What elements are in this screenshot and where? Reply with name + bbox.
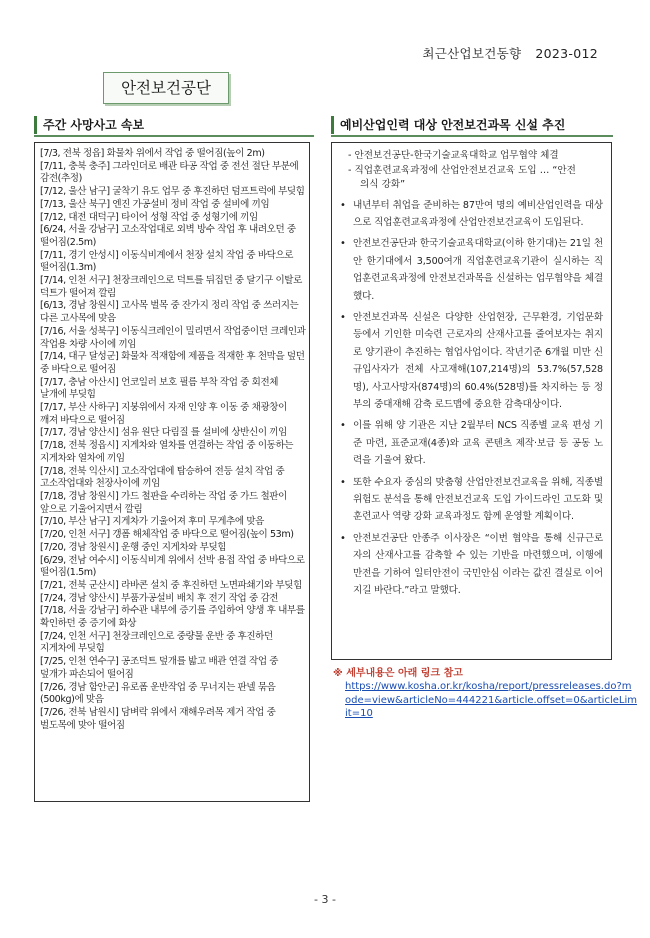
accident-item: [7/11, 경기 안성시] 이동식비계에서 천장 설치 작업 중 바닥으로 떨어짐(1.3m): [40, 249, 294, 274]
paragraph-text: 안전보건과목 신설은 다양한 산업현장, 근무환경, 기업문화 등에서 기인한 미숙련 근로자의 산재사고를 줄여보자는 취지로 양기관이 추진하는 협업사업이다. 작년기준 6개월 미만 신규입사자가 전체 사고재해(107,214명)의 53.7%(57,528명), 사고사망자(874명)의 60.4%(528명)를 차지하는 등 정부의 중대재해 감축 로드맵에 중요한 감축대상이다.: [353, 311, 603, 410]
paragraph-text: 또한 수요자 중심의 맞춤형 산업안전보건교육을 위해, 직종별 위험도 분석을 통해 안전보건교육 도입 가이드라인 고도화 및 훈련교사 역량 강화 교육과정도 함께 운영할 계획이다.: [353, 476, 603, 523]
accident-item: [7/18, 전북 정읍시] 지게차와 열차를 연결하는 작업 중 이동하는 지게차와 열차에 끼임: [40, 440, 294, 464]
agency-title-box: 안전보건공단: [103, 72, 229, 104]
accident-list: [34, 142, 310, 802]
accident-item: [7/17, 부산 사하구] 지붕위에서 자재 인양 후 이동 중 채광창이 깨져 바닥으로 떨어짐: [40, 402, 287, 426]
news-paragraph: [340, 235, 603, 305]
accident-item: [7/18, 경남 창원시] 가드 철판을 수리하는 작업 중 가드 철판이 앞으로 기울어지면서 깔림: [40, 490, 287, 515]
accident-item: [7/17, 충남 아산시] 언코일러 보호 필름 부착 작업 중 회전체 날개에 부딪힘: [40, 376, 279, 401]
accident-item: [7/3, 전북 정읍] 화물차 위에서 작업 중 떨어짐(높이 2m): [40, 148, 265, 159]
news-paragraph: [340, 309, 603, 413]
accident-item: [7/17, 경남 양산시] 섬유 원단 다림질 를 설비에 상반신이 끼임: [40, 427, 287, 439]
paragraph-text: 내년부터 취업을 준비하는 87만여 명의 예비산업인력을 대상으로 직업훈련교육과정에 산업안전보건교육이 도입된다.: [353, 199, 603, 228]
accident-item: [6/24, 서울 강남구] 고소작업대로 외벽 방수 작업 후 내려오던 중 떨어짐(2.5m): [40, 224, 296, 248]
bullet-icon: •: [340, 311, 346, 323]
accident-item: [6/29, 전남 여수시] 이동식비계 위에서 선박 용접 작업 중 바닥으로 떨어짐(1.5m): [40, 554, 305, 579]
weekly-fatal-accidents-title: 주간 사망사고 속보: [34, 116, 321, 134]
paragraph-text: 이를 위해 양 기관은 지난 2월부터 NCS 직종별 교육 편성 기준 마련, 표준교재(4종)와 교육 콘텐츠 제작·보급 등 공동 노력을 기울여 왔다.: [353, 420, 603, 467]
accident-item: [7/10, 부산 남구] 지게차가 기울어져 후미 무게추에 맞음: [40, 516, 265, 528]
accident-item: [7/21, 전북 군산시] 라바콘 설치 중 후진하던 노면파쇄기와 부딪힘: [40, 579, 302, 591]
accident-item: [7/12, 울산 남구] 굴착기 유도 업무 중 후진하던 덤프트럭에 부딪힘: [40, 186, 305, 198]
news-paragraph: [340, 197, 603, 232]
accident-item: [7/25, 인천 연수구] 공조덕트 덮개를 밟고 배관 연결 작업 중 덮개가 파손되어 떨어짐: [40, 656, 279, 680]
issue-number: 2023-012: [535, 46, 598, 61]
news-content: [331, 142, 612, 660]
accident-item: [7/18, 전북 익산시] 고소작업대에 탑승하여 전등 설치 작업 중 고소작업대와 천장사이에 끼임: [40, 465, 285, 490]
subheading: 의식 강화”: [360, 179, 406, 190]
section-divider-right: [331, 135, 613, 137]
accident-item: [7/20, 경남 창원시] 운행 중인 지게차와 부딪힘: [40, 541, 227, 553]
accident-item: [7/20, 인천 서구] 갱폼 해체작업 중 바닥으로 떨어짐(높이 53m): [40, 529, 294, 541]
accident-item: [7/16, 서울 성북구] 이동식크레인이 밀리면서 작업중이던 크레인과 작업용 차량 사이에 끼임: [40, 325, 306, 350]
accident-item: [7/18, 서울 강남구] 하수관 내부에 증기를 주입하여 양생 후 내부를 확인하던 중 증기에 화상: [40, 605, 305, 630]
news-paragraph: [340, 474, 603, 526]
accident-item: [7/14, 인천 서구] 천장크레인으로 덕트를 뒤집던 중 달기구 이탈로 덕트가 떨어져 깔림: [40, 275, 302, 299]
news-paragraph: [340, 530, 603, 600]
safety-course-news-title: 예비산업인력 대상 안전보건과목 신설 추진: [331, 116, 620, 134]
accident-item: [7/26, 전북 남원시] 담벼락 위에서 재해우려목 제거 작업 중 벌도목에 맞아 떨어짐: [40, 706, 276, 731]
accident-item: [7/13, 울산 북구] 엔진 가공설비 정비 작업 중 설비에 끼임: [40, 198, 270, 210]
accident-item: [7/12, 대전 대덕구] 타이어 성형 작업 중 성형기에 끼임: [40, 211, 258, 223]
page-number: - 3 -: [314, 893, 336, 906]
subheading: - 안전보건공단-한국기술교육대학교 업무협약 체결: [348, 150, 559, 161]
accident-item: [7/11, 충북 충주] 그라인더로 배관 타공 작업 중 전선 절단 부분에 감전(추정): [40, 160, 299, 185]
publication-header: [422, 44, 598, 62]
subheading: - 직업훈련교육과정에 산업안전보건교육 도입 … “안전: [348, 164, 576, 176]
news-paragraph: [340, 417, 603, 469]
paragraph-text: 안전보건공단 안종주 이사장은 “이번 협약을 통해 신규근로자의 산재사고를 감축할 수 있는 기반을 마련했으며, 이행에 만전을 기하여 일터안전이 국민안심 이라는 값진 결실로 이어지길 바란다.”라고 말했다.: [353, 532, 603, 597]
bullet-icon: •: [340, 420, 346, 432]
accident-item: [7/14, 대구 달성군] 화물차 적재함에 제품을 적재한 후 천막을 덮던 중 바닥으로 떨어짐: [40, 351, 305, 375]
accident-item: [6/13, 경남 창원시] 고사목 벌목 중 잔가지 정리 작업 중 쓰러지는 다른 고사목에 맞음: [40, 300, 299, 325]
reference-link[interactable]: https://www.kosha.or.kr/kosha/report/pressreleases.do?mode=view&articleNo=444221&article.offset=0&articleLimit=10: [345, 681, 637, 719]
bullet-icon: •: [340, 476, 346, 488]
accident-item: [7/24, 인천 서구] 천장크레인으로 중량물 운반 중 후진하던 지게차에 부딪힘: [40, 630, 273, 655]
accident-item: [7/26, 경남 함안군] 유로폼 운반작업 중 무너지는 판넬 묶음(500kg)에 맞음: [40, 681, 276, 706]
accident-item: [7/24, 경남 양산시] 부품가공설비 배치 후 전기 작업 중 감전: [40, 592, 279, 604]
publication-title: 최근산업보건동향: [422, 46, 522, 61]
bullet-icon: •: [340, 238, 346, 250]
section-divider-left: [34, 135, 314, 137]
reference-note: ※ 세부내용은 아래 링크 참고: [333, 668, 463, 679]
bullet-icon: •: [340, 199, 346, 211]
paragraph-text: 안전보건공단과 한국기술교육대학교(이하 한기대)는 21일 천안 한기대에서 3,500여개 직업훈련교육기관이 실시하는 직업훈련교육과정에 안전보건과목을 신설하는 업무협약을 체결했다.: [353, 238, 603, 302]
bullet-icon: •: [340, 532, 346, 544]
